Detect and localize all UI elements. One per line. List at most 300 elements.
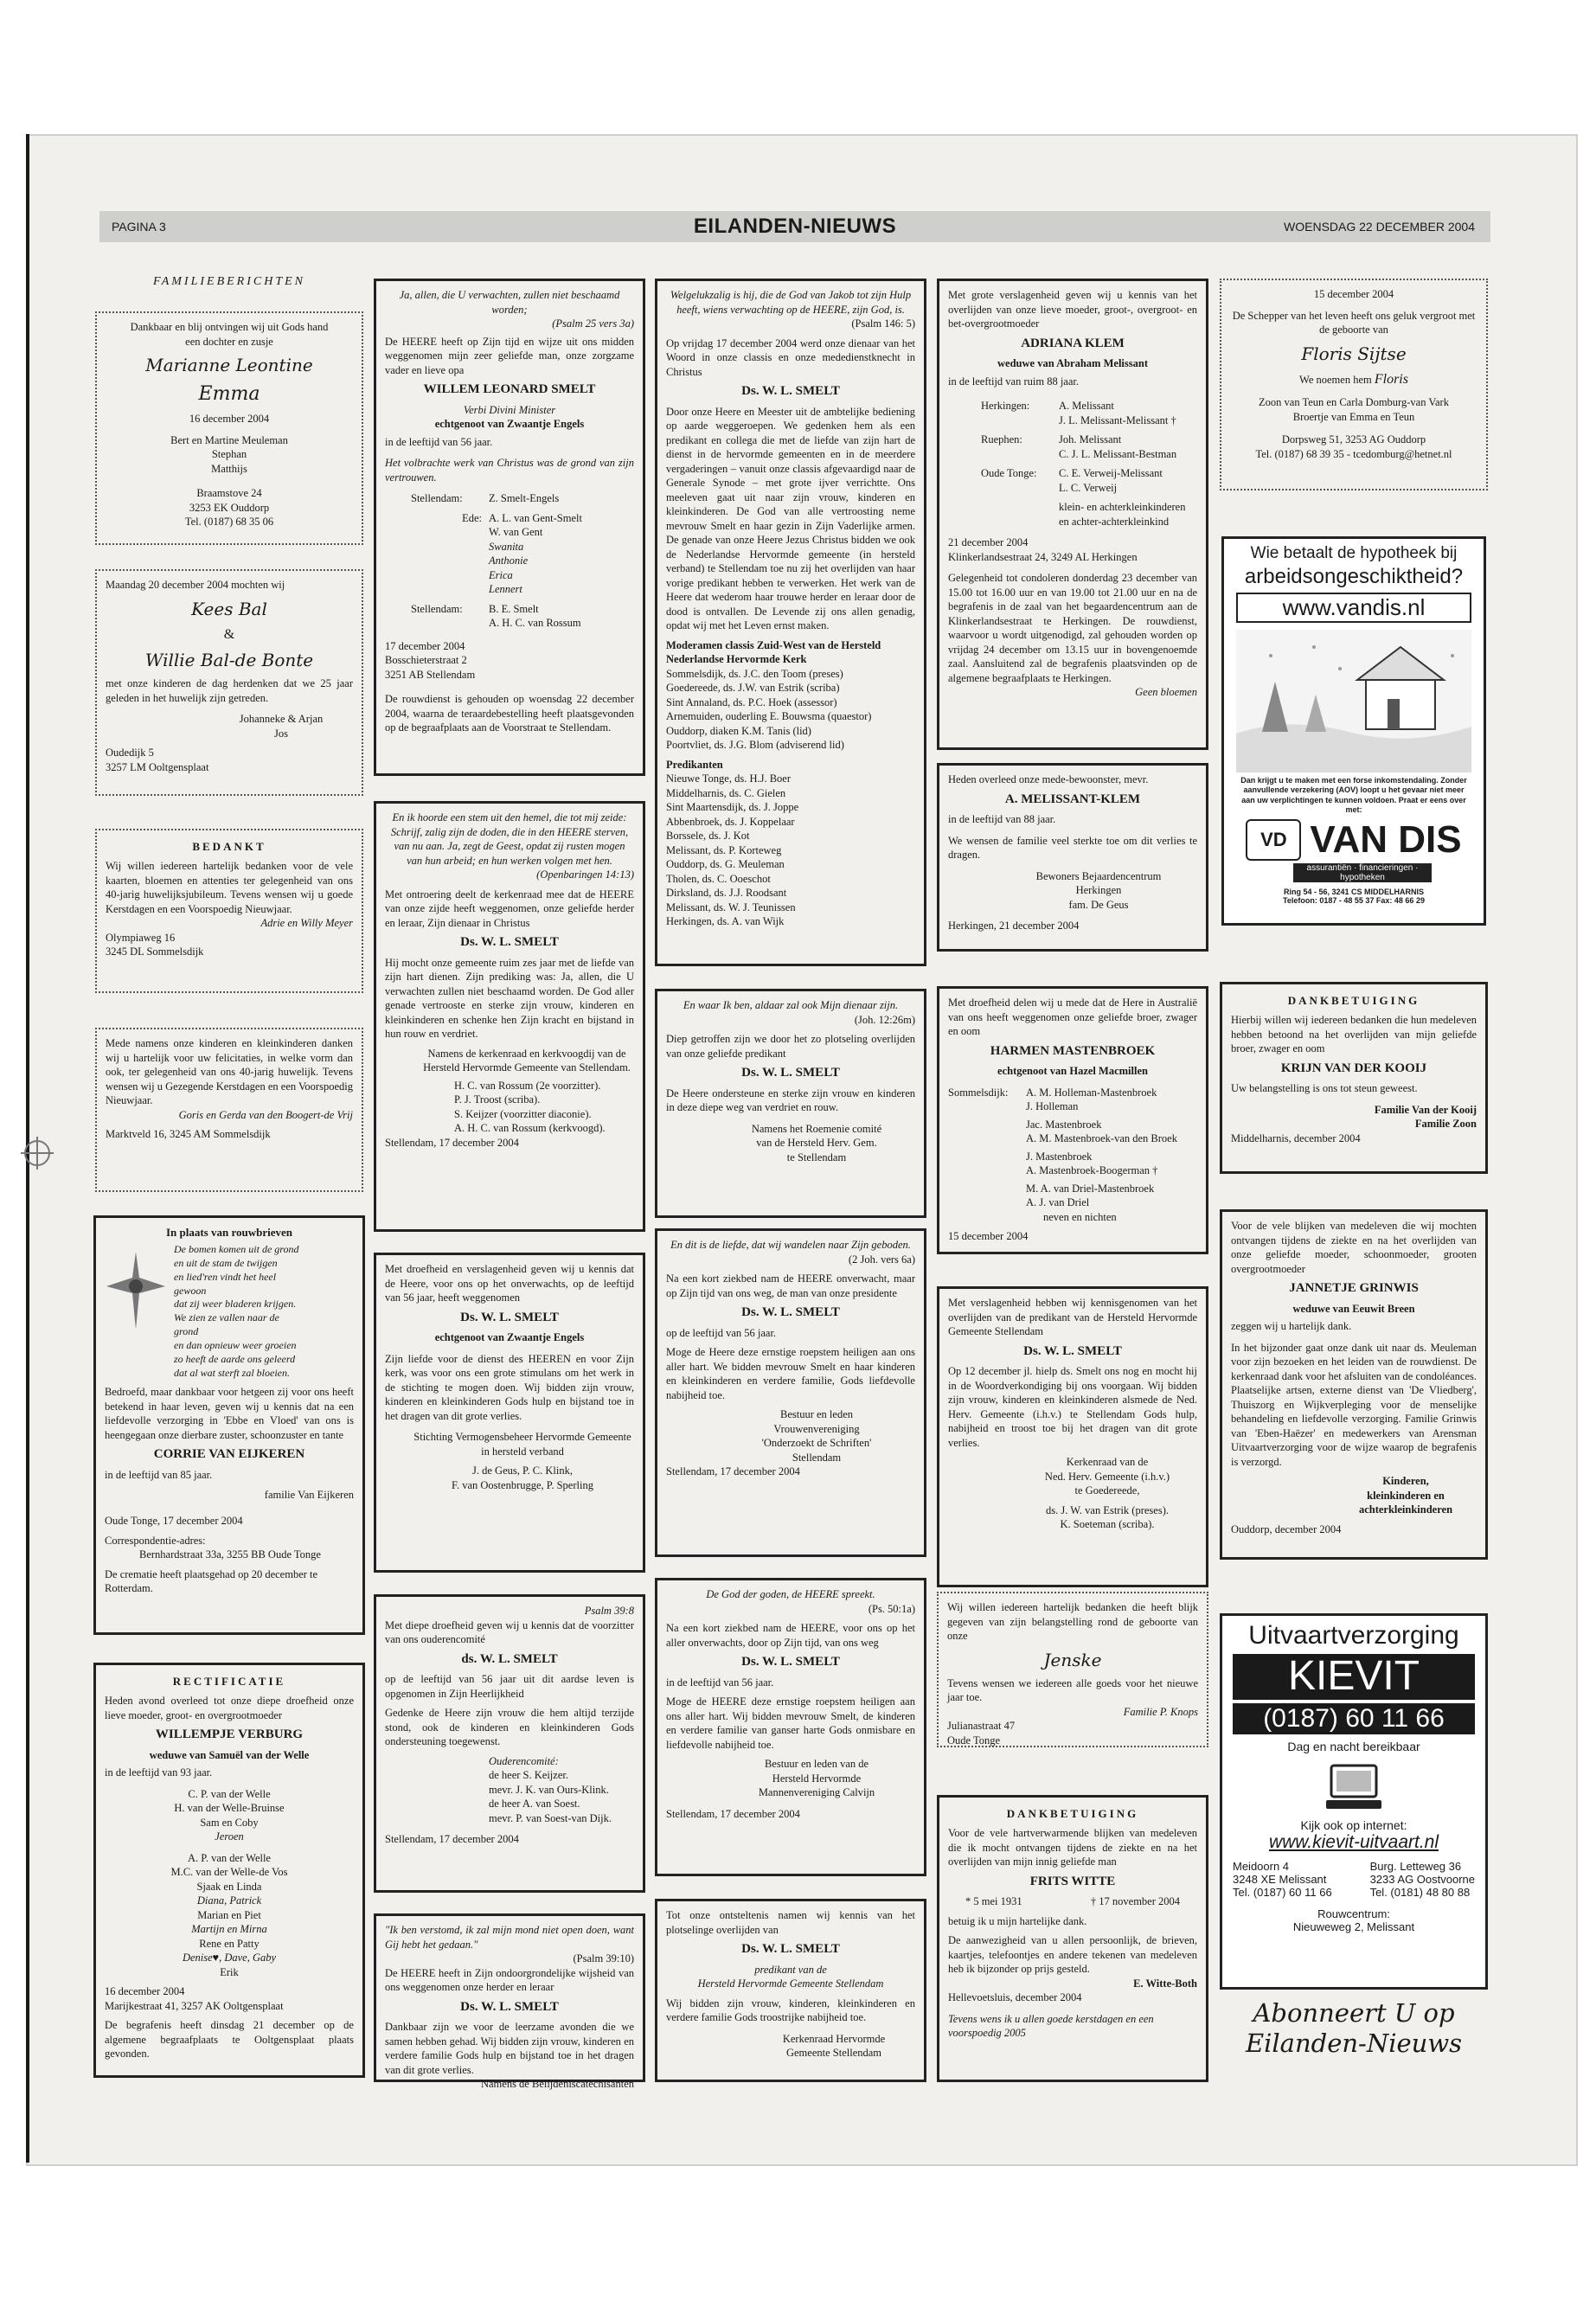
scripture-ref: (Ps. 50:1a)	[868, 1602, 915, 1615]
rectificatie-title: RECTIFICATIE	[172, 1675, 286, 1688]
section-title: FAMILIEBERICHTEN	[152, 275, 306, 288]
family-name: J. Mastenbroek	[1026, 1150, 1093, 1163]
scripture-quote: En ik hoorde een stem uit den hemel, die tot mij zeide: Schrijf, zalig zijn de doden, die in den HEERE sterven, van nu aan. Ja, zegt de Geest, opdat zij rusten mogen van hun arbeid; en hun werken volgen met hen.	[390, 811, 629, 867]
smelt-classis-notice	[655, 279, 926, 966]
corr-address: Bernhardstraat 33a, 3255 BB Oude Tonge	[139, 1548, 321, 1561]
dank-text-2: betuig ik u mijn hartelijke dank.	[948, 1914, 1087, 1927]
predikant: Abbenbroek, ds. J. Koppelaar	[666, 815, 795, 828]
ad-phone: Telefoon: 0187 - 48 55 37 Fax: 48 66 29	[1283, 896, 1425, 905]
contact: Tel. (0187) 68 39 35 - tcedomburg@hetnet.nl	[1255, 447, 1452, 460]
dank-title: DANKBETUIGING	[1287, 994, 1420, 1007]
sign-line: Kinderen,	[1382, 1475, 1429, 1488]
sign-line: Vrouwenvereniging	[773, 1422, 860, 1435]
family-line: Sam en Coby	[200, 1816, 259, 1829]
smelt-kerkenraad-hervormd-notice	[655, 1899, 926, 2082]
deceased-name: Ds. W. L. SMELT	[741, 1942, 840, 1956]
deceased-age: in de leeftijd van 56 jaar.	[666, 1676, 774, 1689]
predikant: Melissant, ds. P. Korteweg	[666, 843, 782, 856]
deceased-name: FRITS WITTE	[1029, 1874, 1116, 1888]
rouw-poem	[174, 1243, 299, 1380]
ad-question-2: arbeidsongeschiktheid?	[1244, 565, 1464, 588]
deceased-age: in de leeftijd van 56 jaar.	[385, 435, 493, 448]
poem-line: We zien ze vallen naar de	[174, 1311, 279, 1324]
vandis-ad	[1221, 536, 1486, 926]
family-line: Stephan	[211, 448, 247, 461]
notice-text-2: Moge de Heere deze ernstige roepstem heiligen aan ons aller hart. We bidden mevrouw Smelt en haar kinderen en kleinkinderen en verdere familie, Gods liefdevolle nabijheid toe.	[666, 1346, 915, 1401]
predikant: Sint Maartensdijk, ds. J. Joppe	[666, 801, 799, 814]
notice-sign	[666, 1122, 915, 1165]
board-name: S. Keijzer (voorzitter diaconie).	[454, 1107, 592, 1120]
deceased-name: ADRIANA KLEM	[1021, 336, 1125, 350]
notice-text-2: De Heere ondersteune en sterke zijn vrouw en kinderen in deze diepe weg van verdriet en rouw.	[666, 1086, 915, 1114]
web-link[interactable]: www.kievit-uitvaart.nl	[1268, 1831, 1439, 1852]
notice-sign: Namens de kerkenraad en kerkvoogdij van de Hersteld Hervormde Gemeente van Stellendam.	[423, 1047, 631, 1074]
death-date: † 17 november 2004	[1090, 1895, 1180, 1908]
place-label: Ruephen:	[981, 433, 1022, 446]
deceased-name: Ds. W. L. SMELT	[741, 1305, 840, 1319]
ad-small-text: Dan krijgt u te maken met een forse inkomstendaling. Zonder aanvullende verzekering (AOV) loopt u het gevaar niet meer aan uw verplichtingen te kunnen voldoen. Praat er eens over met:	[1240, 776, 1467, 814]
notice-sign	[948, 869, 1197, 913]
board-names	[385, 1079, 634, 1136]
family-name: C. J. L. Melissant-Bestman	[1059, 447, 1177, 460]
family-name: Z. Smelt-Engels	[489, 492, 560, 505]
place-label: Stellendam:	[411, 602, 463, 615]
notice-sub-2: Hersteld Hervormde Gemeente Stellendam	[697, 1977, 884, 1990]
poem-line: zo heeft de aarde ons geleerd	[174, 1352, 296, 1365]
wedding-anniversary-bal	[95, 569, 363, 796]
family-line: Jeroen	[215, 1830, 244, 1843]
smelt-goedereede-notice	[937, 1286, 1208, 1587]
smelt-kerkenraad-notice	[374, 801, 645, 1232]
scripture-ref: (Psalm 146: 5)	[851, 317, 915, 330]
deceased-spouse: echtgenoot van Zwaantje Engels	[434, 418, 585, 431]
scripture-ref: (Psalm 39:10)	[573, 1952, 634, 1965]
smelt-catechisanten-notice	[374, 1913, 645, 2091]
sign-line: Gemeente Stellendam	[785, 2047, 882, 2060]
ad-phone: (0187) 60 11 66	[1233, 1703, 1475, 1734]
masthead: EILANDEN-NIEUWS	[693, 215, 897, 238]
vd-emblem-icon: VD	[1246, 819, 1301, 861]
family-table	[385, 491, 634, 631]
child-name: Jenske	[1043, 1649, 1102, 1670]
computer-icon	[1222, 1762, 1485, 1818]
address-line: Tel. (0187) 68 35 06	[184, 516, 274, 529]
parents-list	[106, 433, 353, 477]
family-line: Sjaak en Linda	[196, 1880, 262, 1893]
deceased-age: in de leeftijd van 85 jaar.	[105, 1469, 213, 1482]
scripture-ref: Psalm 39:8	[584, 1605, 634, 1617]
sign-line: Herkingen	[1075, 884, 1122, 897]
birth-date: 16 december 2004	[189, 413, 270, 426]
sign-line: Mannenvereniging Calvijn	[758, 1786, 875, 1799]
sign-line: achterkleinkinderen	[1358, 1503, 1453, 1516]
notice-text-2: Dankbaar zijn we voor de leerzame avonden die we samen hebben gehad. Wij bidden zijn vrouw, kinderen en verdere familie Gods hulp en bijstand toe in het dragen van dit grote verlies.	[385, 2021, 634, 2076]
predikant: Middelharnis, ds. C. Gielen	[666, 786, 786, 799]
deceased-name: WILLEMPJE VERBURG	[155, 1727, 304, 1742]
address-line: 3245 DL Sommelsdijk	[106, 945, 204, 958]
notice-text: Met diepe droefheid geven wij u kennis dat de voorzitter van ons ouderencomité	[385, 1618, 634, 1645]
sign-line: 'Onderzoekt de Schriften'	[761, 1437, 872, 1450]
corr-label: Correspondentie-adres:	[105, 1534, 206, 1547]
slogan-line-1: Abonneert U op	[1253, 1998, 1455, 2028]
deceased-name: HARMEN MASTENBROEK	[990, 1043, 1156, 1058]
predikant: Melissant, ds. W. J. Teunissen	[666, 901, 796, 913]
smelt-roemenie-notice	[655, 989, 926, 1218]
bedankt-title: BEDANKT	[192, 840, 266, 853]
address-line: 3251 AB Stellendam	[385, 668, 476, 681]
family-table	[948, 399, 1197, 529]
family-line: M.C. van der Welle-de Vos	[170, 1866, 288, 1879]
family-name: L. C. Verweij	[1059, 481, 1118, 494]
place-label: Sommelsdijk:	[948, 1086, 1009, 1099]
poem-line: grond	[174, 1325, 199, 1338]
birth-date: * 5 mei 1931	[965, 1895, 1022, 1908]
notice-text: De HEERE heeft op Zijn tijd en wijze uit ons midden weggenomen mijn zeer geliefde man, onze zorgzame vader en lieve opa	[385, 335, 634, 376]
board-member: Sint Annaland, ds. P.C. Hoek (assessor)	[666, 695, 837, 708]
committee-name: de heer A. van Soest.	[489, 1798, 580, 1811]
family-table	[948, 1086, 1197, 1225]
predikant: Nieuwe Tonge, ds. H.J. Boer	[666, 772, 792, 785]
deceased-name: KRIJN VAN DER KOOIJ	[1280, 1061, 1427, 1075]
notice-age: op de leeftijd van 56 jaar uit dit aardse leven is opgenomen in Zijn Heerlijkheid	[385, 1673, 634, 1700]
family-name: W. van Gent	[489, 526, 543, 539]
board-member: Ouddorp, diaken K.M. Tanis (lid)	[666, 724, 811, 737]
committee-label: Ouderencomité:	[489, 1754, 559, 1767]
deceased-name: ds. W. L. SMELT	[461, 1651, 558, 1666]
sign-line: Kerkenraad van de	[1066, 1456, 1149, 1469]
smelt-family-notice	[374, 279, 645, 776]
sign-line: Ned. Herv. Gemeente (i.h.v.)	[1044, 1470, 1170, 1483]
deceased-name: CORRIE VAN EIJKEREN	[153, 1447, 305, 1462]
spacer	[105, 1844, 354, 1851]
predikanten-label: Predikanten	[666, 758, 723, 771]
subscribe-slogan	[1215, 1998, 1492, 2059]
notice-sign: Stichting Vermogensbeheer Hervormde Gemeente in hersteld verband	[413, 1431, 631, 1458]
deceased-spouse: weduwe van Eeuwit Breen	[1292, 1302, 1415, 1315]
notice-text-2: Door onze Heere en Meester uit de ambtelijke bediening op aarde weggeroepen. We gedenken hem als een predikant en collega die met de liefde van zijn hart de dienst in de hervormde gemeenten en in de meerdere vergaderingen – vanuit onze classis afgevaardigd naar de Generale Synode – met grote ijver verrichtte. Ons meeleven gaat uit naar zijn vrouw, kinderen en kleinkinderen. De God van alle vertroosting neme mevrouw Smelt en haar gezin in Zijn Vaderlijke armen. De genade van onze Heere Jezus Christus bidden we ook de Nederlandse Hervormde gemeente (in hersteld verband) te Stellendam toe nu zij het overlijden van haar vorige predikant hebben te verwerken. Het werk van de Heere dat wederom haar trouwe herder en leraar door de dood is ontvallen. De Levende zij ons allen genadig, opdat wij met het Leven ernst maken.	[666, 405, 915, 632]
vanderkooij-dankbetuiging	[1220, 982, 1488, 1174]
deceased-spouse: weduwe van Abraham Melissant	[997, 357, 1148, 370]
notice-text-2: Op 12 december jl. hielp ds. Smelt ons nog en mocht hij in de Woordverkondiging bij ons voorgaan. Wij bidden zijn vrouw, kinderen en kleinkinderen alsmede de Ned. Herv. Gemeente (i.h.v.) te Stellendam Gods hulp, nabijheid en troost toe bij het dragen van dit grote verlies.	[948, 1365, 1197, 1449]
notice-place: Stellendam, 17 december 2004	[666, 1465, 800, 1478]
board-member: Arnemuiden, ouderling E. Bouwsma (quaestor)	[666, 710, 872, 723]
notice-text-2: Gelegenheid tot condoleren donderdag 23 december van 15.00 tot 16.00 uur en van 19.00 tot 21.00 uur en na de begrafenis in de zaal van het begaardencentrum aan de Klinkerlandsestraat te Herkingen. De rouwdienst, waarvoor u wordt uitgenodigd, zal gehouden worden op vrijdag 24 december om 13.15 uur in bovengenoemde zaal. Aansluitend zal de begrafenis plaatsvinden op de algemene begraafplaats te Herkingen.	[948, 572, 1197, 684]
rouw-eijkeren	[93, 1215, 365, 1635]
thanks-sign: Goris en Gerda van den Boogert-de Vrij	[178, 1108, 353, 1121]
committee-name: de heer S. Keijzer.	[489, 1769, 568, 1782]
family-name: klein- en achterkleinkinderen	[1059, 501, 1186, 514]
family-line: Diana, Patrick	[196, 1894, 262, 1907]
family-name: A. L. van Gent-Smelt	[489, 511, 582, 524]
sign-line: Stellendam	[792, 1451, 842, 1464]
kievit-ad	[1220, 1613, 1488, 1990]
ad-title: Uitvaartverzorging	[1248, 1621, 1459, 1650]
predikant: Herkingen, ds. A. van Wijk	[666, 915, 785, 928]
family-name: A. M. Holleman-Mastenbroek	[1026, 1086, 1157, 1099]
board-name: J. de Geus, P. C. Klink,	[472, 1465, 573, 1477]
dank-wish: Tevens wens ik u allen goede kerstdagen en een voorspoedig 2005	[948, 2012, 1154, 2040]
rect-address: Marijkestraat 41, 3257 AK Ooltgensplaat	[105, 1999, 284, 2012]
anniv-intro: Maandag 20 december 2004 mochten wij	[106, 579, 285, 591]
ad-address: Ring 54 - 56, 3241 CS MIDDELHARNIS	[1283, 888, 1425, 896]
cremation-note: De crematie heeft plaatsgehad op 20 december te Rotterdam.	[105, 1567, 318, 1595]
sign-line: Hersteld Hervormde	[772, 1772, 862, 1785]
notice-date: 21 december 2004	[948, 536, 1029, 549]
smelt-mannenvereniging-notice	[655, 1578, 926, 1876]
family-name: C. E. Verweij-Melissant	[1059, 467, 1163, 480]
place-label: Herkingen:	[981, 400, 1030, 413]
family-line: Rene en Patty	[199, 1937, 260, 1950]
ad-availability: Dag en nacht bereikbaar	[1287, 1739, 1420, 1753]
notice-text: Met grote verslagenheid geven wij u kennis van het overlijden van onze lieve moeder, groot-, overgroot- en bet-overgrootmoeder	[948, 289, 1197, 330]
scripture-quote: En waar Ik ben, aldaar zal ook Mijn dienaar zijn.	[683, 999, 899, 1011]
klem-bewoners-notice	[937, 763, 1208, 952]
committee-name: mevr. P. van Soest-van Dijk.	[489, 1811, 612, 1824]
birth-intro-2: een dochter en zusje	[185, 335, 273, 348]
deceased-age: in de leeftijd van 93 jaar.	[105, 1766, 213, 1779]
address-line: Oude Tonge	[947, 1734, 1001, 1747]
thanks-boogert	[95, 1028, 363, 1192]
dank-text: Hierbij willen wij iedereen bedanken die hun medeleven hebben betoond na het overlijden van mijn geliefde broer, zwager en oom	[1231, 1014, 1477, 1055]
family-name: Lennert	[489, 583, 522, 596]
family-name: A. H. C. van Rossum	[489, 617, 581, 630]
thanks-sign: Familie P. Knops	[1123, 1705, 1198, 1718]
mastenbroek-notice	[937, 986, 1208, 1254]
child-name: Emma	[198, 383, 260, 406]
center-label: Rouwcentrum:	[1317, 1907, 1390, 1920]
address-line: 3253 EK Ouddorp	[189, 501, 270, 514]
notice-text: Tot onze ontsteltenis namen wij kennis van het plotselinge overlijden van	[666, 1909, 915, 1936]
address-line: Bosschieterstraat 2	[385, 654, 467, 667]
predikanten-list	[666, 772, 915, 929]
notice-address: Klinkerlandsestraat 24, 3249 AL Herkingen	[948, 550, 1138, 563]
dank-sign: E. Witte-Both	[1133, 1977, 1197, 1990]
address-line: Tel. (0187) 60 11 66	[1233, 1885, 1332, 1899]
scripture-quote: Welgelukzalig is hij, die de God van Jakob tot zijn Hulp heeft, wiens verwachting op de HEERE, zijn God, is.	[670, 289, 912, 316]
sign-line: K. Soeteman (scriba).	[1060, 1518, 1155, 1531]
board-members	[666, 667, 915, 753]
notice-text-2: Gedenke de Heere zijn vrouw die hem altijd terzijde stond, ook de kinderen en kleinkinderen Gods ondersteuning toegewenst.	[385, 1707, 634, 1748]
board-name: H. C. van Rossum (2e voorzitter).	[454, 1079, 601, 1092]
address	[106, 931, 353, 959]
birth-text: De Schepper van het leven heeft ons geluk vergroot met de geboorte van	[1232, 309, 1476, 336]
sign-line: kleinkinderen en	[1367, 1489, 1445, 1502]
committee-names	[385, 1768, 634, 1825]
deceased-age: in de leeftijd van 88 jaar.	[948, 813, 1056, 826]
scripture-ref: (Joh. 12:26m)	[854, 1013, 915, 1026]
family-name: J. Holleman	[1026, 1100, 1079, 1113]
deceased-age: op de leeftijd van 56 jaar.	[666, 1326, 777, 1339]
board-member: Poortvliet, ds. J.G. Blom (adviserend lid)	[666, 739, 844, 752]
nickname-line	[1230, 370, 1477, 388]
thanks-address: Marktveld 16, 3245 AM Sommelsdijk	[106, 1128, 271, 1140]
sign-line: te Goedereede,	[1074, 1484, 1140, 1497]
wife-name: Willie Bal-de Bonte	[144, 650, 314, 670]
deceased-spouse: echtgenoot van Zwaantje Engels	[434, 1331, 585, 1344]
address-line: Julianastraat 47	[947, 1720, 1016, 1733]
slogan-line-2: Eilanden-Nieuws	[1245, 2028, 1463, 2058]
notice-text: Na een kort ziekbed nam de HEERE onverwacht, maar op Zijn tijd van ons weg, de man van onze presidente	[666, 1272, 915, 1299]
notice-text: Heden overleed onze mede-bewoonster, mevr.	[948, 773, 1149, 785]
family-name: Jac. Mastenbroek	[1026, 1118, 1102, 1131]
dove-icon	[105, 1243, 174, 1380]
jenske-thanks	[937, 1592, 1208, 1747]
sign-line: Bewoners Bejaardencentrum	[1035, 869, 1162, 882]
child-name: Floris Sijtse	[1301, 343, 1407, 364]
dank-sign-2: Familie Zoon	[1414, 1118, 1477, 1131]
deceased-name: JANNETJE GRINWIS	[1289, 1281, 1419, 1295]
family-name: A. J. van Driel	[1026, 1196, 1090, 1209]
service-info: De rouwdienst is gehouden op woensdag 22 december 2004, waarna de teraardebestelling heeft plaatsgevonden op de begraafplaats aan de Voorstraat te Stellendam.	[385, 693, 634, 734]
rect-text: Heden avond overleed tot onze diepe droefheid onze lieve moeder, groot- en overgrootmoeder	[105, 1695, 354, 1721]
witte-dankbetuiging	[937, 1795, 1208, 2082]
scripture-ref: (2 Joh. vers 6a)	[848, 1253, 915, 1266]
address-line: 3257 LM Ooltgensplaat	[106, 760, 209, 773]
bedankt-sign: Adrie en Willy Meyer	[260, 917, 353, 930]
deceased-name: A. MELISSANT-KLEM	[1004, 792, 1141, 806]
smelt-vrouwenvereniging-notice	[655, 1228, 926, 1557]
life-dates	[948, 1894, 1197, 1909]
brand-name: KIEVIT	[1233, 1654, 1475, 1700]
notice-text: Na een kort ziekbed nam de HEERE, voor ons op het aller onverwachts, door op Zijn tijd, van ons weg	[666, 1622, 915, 1649]
address-line: Tel. (0181) 48 80 88	[1369, 1885, 1471, 1899]
location-right	[1370, 1860, 1475, 1899]
family-name: Swanita	[489, 540, 524, 553]
deceased-name: WILLEM LEONARD SMELT	[423, 382, 596, 396]
notice-sign	[666, 1757, 915, 1800]
board-title: Moderamen classis Zuid-West van de Hersteld Nederlandse Hervormde Kerk	[666, 638, 881, 666]
deceased-name: Ds. W. L. SMELT	[741, 1655, 840, 1669]
predikant: Dirksland, ds. J.J. Roodsant	[666, 887, 787, 900]
family-name: B. E. Smelt	[489, 602, 539, 615]
notice-place: Stellendam, 17 december 2004	[385, 1833, 519, 1846]
dank-place: Middelharnis, december 2004	[1231, 1131, 1361, 1144]
sign-line: Namens het Roemenie comité	[751, 1122, 882, 1135]
family-line: Denise♥, Dave, Gaby	[182, 1952, 277, 1965]
notice-text-2: Moge de HEERE deze ernstige roepstem heiligen aan ons aller hart. Wij bidden mevrouw Smelt, de kinderen en verdere familie van ganser harte Gods onmisbare en liefdevolle nabijheid toe.	[666, 1695, 915, 1751]
deceased-name: Ds. W. L. SMELT	[460, 935, 559, 949]
scripture-quote: Ja, allen, die U verwachten, zullen niet beschaamd worden;	[399, 289, 620, 316]
notice-note: Geen bloemen	[1135, 686, 1197, 699]
rectificatie-verburg	[93, 1663, 365, 2078]
scripture-quote: "Ik ben verstomd, ik zal mijn mond niet open doen, want Gij hebt het gedaan."	[385, 1924, 634, 1951]
address-line: Olympiaweg 16	[106, 931, 176, 944]
board-names	[385, 1464, 634, 1492]
address	[106, 486, 353, 529]
poem-line: De bomen komen uit de grond	[174, 1243, 299, 1256]
sign-line: Kerkenraad Hervormde	[782, 2032, 886, 2045]
predikant: Tholen, ds. C. Ooeschot	[666, 872, 771, 885]
address-line: 3233 AG Oostvoorne	[1369, 1872, 1475, 1886]
nickname: Floris	[1374, 371, 1408, 387]
locations	[1233, 1860, 1475, 1899]
family-name: Anthonie	[489, 554, 529, 567]
board-name: A. H. C. van Rossum (kerkvoogd).	[454, 1122, 606, 1135]
smelt-stichting-notice	[374, 1253, 645, 1573]
family-list	[105, 1787, 354, 1980]
family-line: H. van der Welle-Bruinse	[174, 1802, 285, 1815]
address-line: Meidoorn 4	[1233, 1859, 1290, 1873]
place-label: Ede:	[462, 511, 482, 524]
family-line: Marian en Piet	[197, 1908, 261, 1921]
family-line: Martijn en Mirna	[191, 1923, 267, 1936]
family-line: C. P. van der Welle	[188, 1787, 271, 1800]
family-line: Matthijs	[211, 462, 247, 475]
family-name: M. A. van Driel-Mastenbroek	[1026, 1182, 1155, 1195]
poem-line: en lied'ren vindt het heel	[174, 1270, 277, 1283]
notice-date: 15 december 2004	[948, 1230, 1029, 1243]
birth-date: 15 december 2004	[1313, 288, 1394, 300]
poem-line: dat zij weer bladeren krijgen.	[174, 1298, 297, 1311]
poem-line: dat al wat sterft zal bloeien.	[174, 1366, 290, 1379]
family-name: neven en nichten	[1043, 1210, 1117, 1223]
web-label: Kijk ook op internet:	[1300, 1817, 1407, 1832]
deceased-name: Ds. W. L. SMELT	[1023, 1343, 1122, 1358]
family-name: J. L. Melissant-Melissant †	[1059, 413, 1176, 426]
notice-quote: Het volbrachte werk van Christus was de grond van zijn vertrouwen.	[385, 457, 634, 484]
page-number: PAGINA 3	[112, 220, 166, 234]
dank-text-2: In het bijzonder gaat onze dank uit naar ds. Meuleman voor zijn bezoeken en het leiden van de rouwdienst. De kerkenraad dank voor het afsluiten van de condoléances. Plaatselijke artsen, externe dienst van 'De Vliedberg', Thuiszorg en Wijkverpleging voor de menselijke behandeling en liefdevolle verzorging. Familie Grinwis van 'Eben-Haëzer' en medewerkers van Arensman Uitvaartverzorging voor de wijze waarop de begrafenis is verzorgd.	[1231, 1341, 1477, 1468]
scripture-quote: De God der goden, de HEERE spreekt.	[706, 1588, 875, 1600]
notice-text: Diep getroffen zijn we door het zo plotseling overlijden van onze geliefde predikant	[666, 1033, 915, 1060]
ad-url-link[interactable]: www.vandis.nl	[1236, 593, 1471, 623]
birth-announcement-floris	[1220, 279, 1488, 490]
notice-sign	[948, 1455, 1197, 1532]
address-line: Burg. Letteweg 36	[1369, 1859, 1462, 1873]
sign-line: te Stellendam	[786, 1150, 847, 1163]
deceased-name: Ds. W. L. SMELT	[741, 384, 840, 398]
deceased-spouse: echtgenoot van Hazel Macmillen	[997, 1065, 1148, 1078]
board-member: Sommelsdijk, ds. J.C. den Toom (preses)	[666, 667, 843, 680]
dank-text-3: De aanwezigheid van u allen persoonlijk, de brieven, kaartjes, telefoontjes en andere tekenen van medeleven heb ik bijzonder op prijs gesteld.	[948, 1934, 1197, 1976]
dank-text: Voor de vele blijken van medeleven die wij mochten ontvangen tijdens de ziekte en na het overlijden van onze geliefde moeder, schoonmoeder, grooten overgrootmoeder	[1231, 1220, 1477, 1275]
board-name: P. J. Troost (scriba).	[454, 1093, 541, 1106]
address-line: Braamstove 24	[196, 487, 262, 500]
deceased-age: in de leeftijd van ruim 88 jaar.	[948, 375, 1079, 388]
dank-thanks: zeggen wij u hartelijk dank.	[1231, 1320, 1352, 1333]
bedankt-text: Wij willen iedereen hartelijk bedanken voor de vele kaarten, bloemen en attenties ter gelegenheid van ons 40-jarig huwelijksjubileum. Tevens wensen wij u goede Kerstdagen en een Voorspoedig Nieuwjaar.	[106, 860, 353, 915]
rouw-text: Bedroefd, maar dankbaar voor hetgeen zij voor ons heeft betekend in haar leven, geven wij u kennis dat na een liefdevolle verzorging in 'Ebbe en Vloed' van ons is heengegaan onze dierbare zuster, schoonzuster en tante	[105, 1386, 354, 1441]
family-line: A. P. van der Welle	[188, 1851, 271, 1864]
sign-line: van de Hersteld Herv. Gem.	[756, 1137, 877, 1150]
notice-text-2: We wensen de familie veel sterkte toe om dit verlies te dragen.	[948, 834, 1197, 862]
deceased-name: Ds. W. L. SMELT	[460, 1999, 559, 2014]
rect-date: 16 december 2004	[105, 1985, 185, 1998]
dank-text: Voor de vele hartverwarmende blijken van medeleven die ik mocht ontvangen tijdens de ziekte en na het overlijden van mijn innig geliefde man	[948, 1827, 1197, 1868]
family-name: en achter-achterkleinkind	[1059, 515, 1170, 528]
deceased-spouse: weduwe van Samuël van der Welle	[149, 1748, 310, 1761]
ad-tagline: assurantiën · financieringen · hypotheken	[1293, 863, 1432, 882]
deceased-name: Ds. W. L. SMELT	[460, 1310, 559, 1324]
birth-intro-1: Dankbaar en blij ontvingen wij uit Gods hand	[130, 321, 329, 333]
notice-text: Met ontroering deelt de kerkenraad mee dat de HEERE van onze zijde heeft weggenomen, onze geliefde herder en leraar, Zijn dienaar in Christus	[385, 888, 634, 929]
dank-title: DANKBETUIGING	[1006, 1807, 1139, 1820]
thanks-text-2: Tevens wensen we iedereen alle goeds voor het nieuwe jaar toe.	[947, 1676, 1198, 1704]
notice-place: Herkingen, 21 december 2004	[948, 920, 1080, 933]
siblings: Broertje van Emma en Teun	[1292, 410, 1415, 423]
bedankt-meyer	[95, 829, 363, 993]
predikant: Ouddorp, ds. G. Meuleman	[666, 858, 785, 871]
family-line: Erik	[220, 1965, 239, 1978]
predikant: Borssele, ds. J. Kot	[666, 830, 750, 843]
brand-name: VAN DIS	[1310, 818, 1462, 861]
poem-line: gewoon	[174, 1284, 207, 1297]
sign-line: fam. De Geus	[1068, 898, 1129, 911]
anniv-text: met onze kinderen de dag herdenken dat we 25 jaar geleden in het huwelijk zijn getreden.	[106, 677, 353, 704]
scripture-ref: (Openbaringen 14:13)	[536, 868, 634, 881]
address: Dorpsweg 51, 3253 AG Ouddorp	[1281, 433, 1426, 445]
notice-sign	[666, 2032, 915, 2061]
